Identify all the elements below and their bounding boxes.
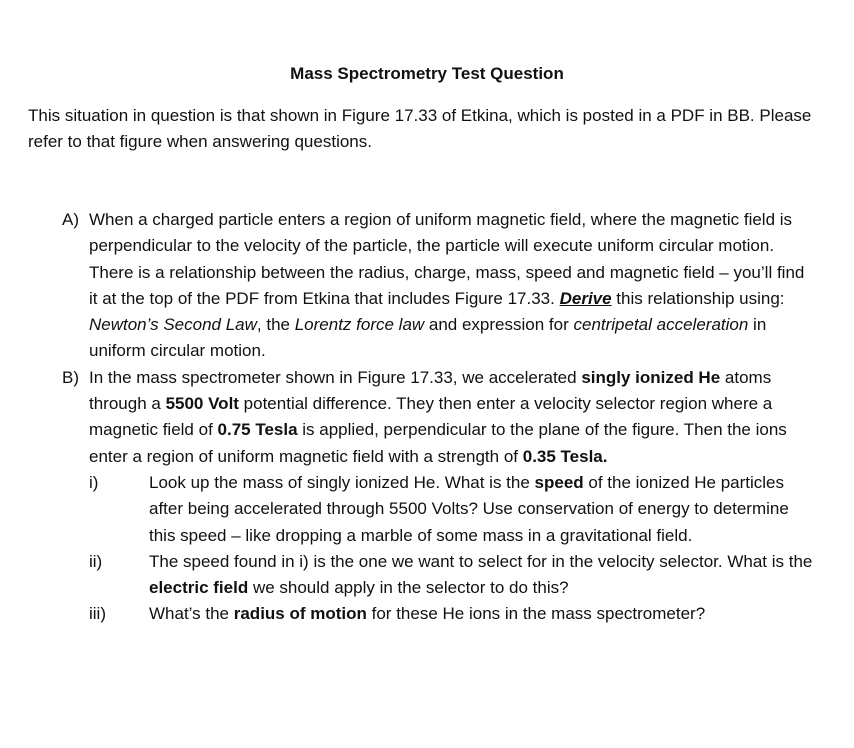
subquestion-iii-text bbox=[149, 601, 814, 627]
question-a-text bbox=[89, 207, 809, 365]
centripetal-acceleration-term: centripetal acceleration bbox=[573, 315, 749, 335]
subquestion-ii-marker: ii) bbox=[89, 551, 103, 571]
question-b-text-part: is applied, perpendicular to the plane of the figure. Then the ions enter a region of uniform magnetic field with a strength of bbox=[89, 420, 787, 466]
lorentz-force-term: Lorentz force law bbox=[294, 315, 425, 335]
subquestion-i-text-part: Look up the mass of singly ionized He. What is the bbox=[149, 472, 535, 492]
subquestion-ii-text bbox=[149, 549, 814, 602]
question-b-text-part: In the mass spectrometer shown in Figure 17.33, we accelerated bbox=[89, 367, 582, 387]
subquestion-i-text-part: of the ionized He particles after being accelerated through 5500 Volts? Use conservation of energy to determine this speed – like dropping a marble of some mass in a gravitational field. bbox=[149, 472, 789, 545]
electric-field-term: electric field bbox=[149, 578, 249, 598]
intro-paragraph: This situation in question is that shown in Figure 17.33 of Etkina, which is posted in a PDF in BB. Please refer to that figure when answering questions. bbox=[28, 106, 812, 151]
question-b-marker: B) bbox=[62, 367, 79, 387]
question-b bbox=[0, 365, 854, 628]
question-a-marker: A) bbox=[62, 210, 79, 229]
question-a-text-part: in uniform circular motion. bbox=[89, 315, 767, 361]
speed-term: speed bbox=[534, 472, 584, 492]
subquestion-iii bbox=[0, 601, 854, 627]
subquestion-i-text bbox=[149, 470, 814, 549]
subquestion-i bbox=[0, 470, 854, 549]
question-list bbox=[0, 207, 854, 628]
question-b-text-part: potential difference. They then enter a velocity selector region where a magnetic field of bbox=[89, 394, 773, 440]
question-b-text-part: atoms through a bbox=[89, 367, 772, 414]
question-a bbox=[0, 207, 854, 365]
radius-of-motion-term: radius of motion bbox=[233, 604, 367, 624]
question-a-text-part: When a charged particle enters a region of uniform magnetic field, where the magnetic field is perpendicular to the velocity of the particle, the particle will execute uniform circular motion. There is a relationship between the radius, charge, mass, speed and magnetic field – you’ll find it at the top of the PDF from Etkina that includes Figure 17.33. bbox=[89, 210, 805, 308]
voltage-value: 5500 Volt bbox=[165, 394, 239, 414]
question-a-text-part: and expression for bbox=[424, 315, 574, 335]
spectrometer-field-value: 0.35 Tesla. bbox=[522, 446, 608, 466]
subquestion-ii bbox=[0, 549, 854, 602]
subquestion-ii-text-part: The speed found in i) is the one we want to select for in the velocity selector. What is the bbox=[149, 551, 813, 571]
subquestion-i-marker: i) bbox=[89, 472, 99, 492]
singly-ionized-he-term: singly ionized He bbox=[581, 367, 721, 387]
subquestion-iii-text-part: for these He ions in the mass spectrometer? bbox=[366, 604, 706, 624]
subquestion-iii-marker: iii) bbox=[89, 604, 106, 624]
question-a-text-part: this relationship using: bbox=[611, 288, 785, 308]
selector-field-value: 0.75 Tesla bbox=[217, 420, 298, 440]
question-a-text-part: , the bbox=[256, 315, 295, 335]
page-title: Mass Spectrometry Test Question bbox=[290, 64, 564, 83]
subquestion-ii-text-part: we should apply in the selector to do this? bbox=[248, 578, 569, 598]
subquestion-iii-text-part: What’s the bbox=[149, 604, 234, 624]
question-b-text bbox=[89, 365, 809, 470]
derive-emphasis: Derive bbox=[559, 288, 612, 308]
newton-second-law-term: Newton’s Second Law bbox=[89, 315, 257, 335]
